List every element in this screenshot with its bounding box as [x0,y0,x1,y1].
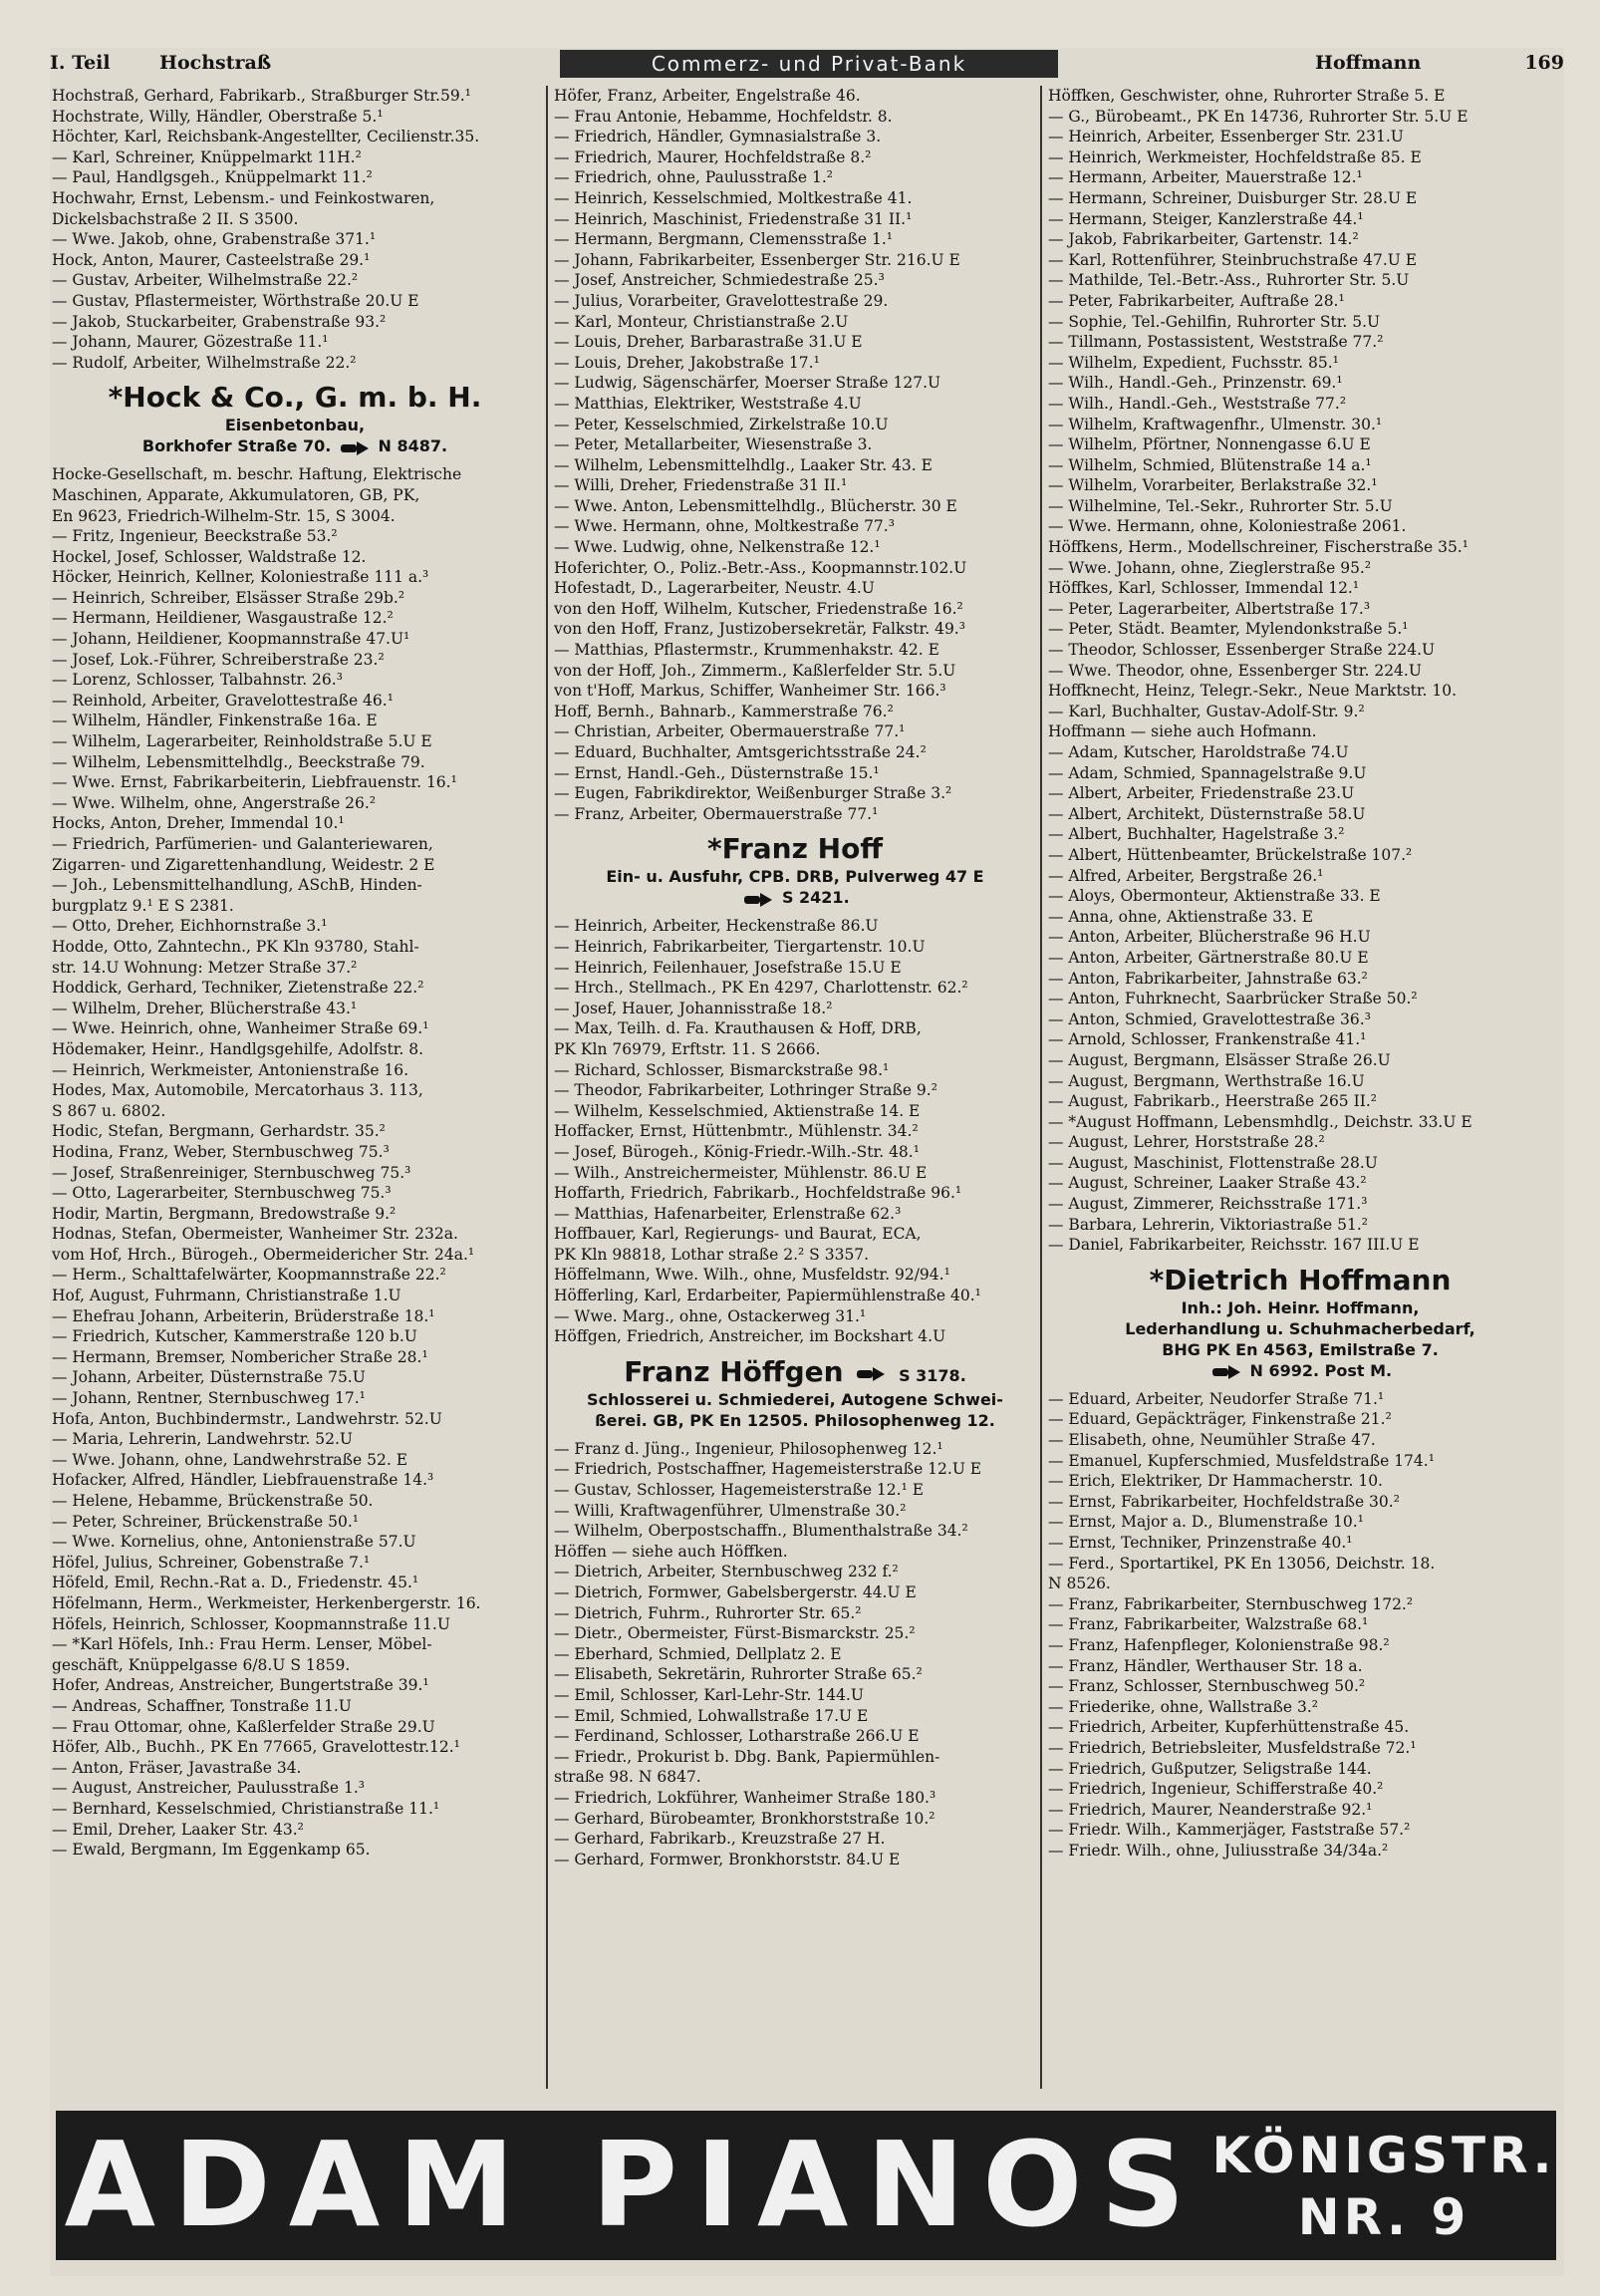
advertisement-hock [52,381,538,456]
directory-entry: — Hermann, Schreiner, Duisburger Str. 28.U E [1048,188,1418,207]
directory-entry: — Peter, Schreiner, Brückenstraße 50.¹ [52,1512,359,1531]
ad-phone: S 3178. [899,1365,966,1385]
directory-entry: burgplatz 9.¹ E S 2381. [52,896,234,915]
telephone-icon [744,892,772,906]
directory-entry: — Matthias, Elektriker, Weststraße 4.U [554,394,862,413]
directory-entry: — Friedrich, Postschaffner, Hagemeisterstraße 12.U E [554,1460,982,1479]
directory-entry: Höfeld, Emil, Rechn.-Rat a. D., Friedenstr. 45.¹ [52,1574,419,1592]
directory-entry: — Wwe. Johann, ohne, Landwehrstraße 52. E [52,1450,408,1469]
directory-entry: — Wilhelm, Schmied, Blütenstraße 14 a.¹ [1048,455,1372,474]
directory-entry: Maschinen, Apparate, Akkumulatoren, GB, PK, [52,485,420,504]
advertisement-franz-hoff [554,832,1036,908]
directory-entry: Höfer, Alb., Buchh., PK En 77665, Gravelottestr.12.¹ [52,1738,460,1757]
ad-business-line: Ein- u. Ausfuhr, CPB. DRB, Pulverweg 47 E [606,867,984,887]
directory-entry: Hock, Anton, Maurer, Casteelstraße 29.¹ [52,250,371,269]
advertisement-franz-hoeffgen [554,1355,1036,1431]
directory-entry: — August, Bergmann, Werthstraße 16.U [1048,1071,1365,1090]
directory-entry: — Josef, Anstreicher, Schmiedestraße 25.³ [554,271,885,290]
directory-entry: Hofacker, Alfred, Händler, Liebfrauenstraße 14.³ [52,1471,434,1490]
directory-entry: Hofa, Anton, Buchbindermstr., Landwehrstr. 52.U [52,1409,442,1428]
directory-entry: — Wwe. Wilhelm, ohne, Angerstraße 26.² [52,793,377,812]
telephone-icon [857,1366,885,1380]
directory-entry: — Ernst, Techniker, Prinzenstraße 40.¹ [1048,1534,1353,1552]
entry-list [554,1439,1036,1869]
directory-entry: En 9623, Friedrich-Wilhelm-Str. 15, S 3004. [52,506,396,525]
advertisement-dietrich-hoffmann [1048,1264,1552,1381]
directory-entry: — Dietr., Obermeister, Fürst-Bismarckstr. 25.² [554,1624,916,1643]
directory-entry: — Gerhard, Fabrikarb., Kreuzstraße 27 H. [554,1830,886,1849]
directory-entry: — Julius, Vorarbeiter, Gravelottestraße 29. [554,291,889,310]
directory-entry: — Alfred, Arbeiter, Bergstraße 26.¹ [1048,866,1324,885]
footer-street: KÖNIGSTR. [1211,2127,1556,2184]
directory-entry: — Albert, Arbeiter, Friedenstraße 23.U [1048,784,1355,803]
directory-entry: — Johann, Rentner, Sternbuschweg 17.¹ [52,1389,366,1408]
directory-entry: — Karl, Schreiner, Knüppelmarkt 11H.² [52,147,362,166]
directory-entry: str. 14.U Wohnung: Metzer Straße 37.² [52,958,358,977]
directory-entry: Hodde, Otto, Zahntechn., PK Kln 93780, Stahl- [52,937,419,956]
directory-entry: N 8526. [1048,1575,1111,1593]
entry-list [554,916,1036,1346]
directory-entry: — Wwe. Theodor, ohne, Essenberger Str. 224.U [1048,661,1422,680]
part-label: I. Teil [50,52,111,74]
directory-entry: Hoffknecht, Heinz, Telegr.-Sekr., Neue Marktstr. 10. [1048,682,1458,701]
directory-entry: — Friedrich, Maurer, Neanderstraße 92.¹ [1048,1800,1373,1819]
directory-entry: von den Hoff, Franz, Justizobersekretär, Falkstr. 49.³ [554,620,965,639]
directory-entry: — August, Schreiner, Laaker Straße 43.² [1048,1174,1367,1193]
directory-entry: — Willi, Kraftwagenführer, Ulmenstraße 30.² [554,1501,907,1520]
ad-address-line [52,435,538,456]
directory-entry: — Elisabeth, Sekretärin, Ruhrorter Straße 65.² [554,1665,923,1684]
directory-entry: — Friedrich, Betriebsleiter, Musfeldstraße 72.¹ [1048,1738,1417,1757]
directory-entry: — Emil, Dreher, Laaker Str. 43.² [52,1820,304,1839]
directory-entry: — Heinrich, Kesselschmied, Moltkestraße 41. [554,188,913,207]
directory-entry: — Ewald, Bergmann, Im Eggenkamp 65. [52,1841,371,1860]
directory-entry: — Johann, Fabrikarbeiter, Essenberger Str. 216.U E [554,250,960,269]
directory-entry: — Lorenz, Schlosser, Talbahnstr. 26.³ [52,671,343,690]
directory-entry: — Wilhelm, Lagerarbeiter, Reinholdstraße 5.U E [52,732,432,751]
ad-title: Franz Höffgen [624,1354,844,1388]
directory-entry: Höfelmann, Herm., Werkmeister, Herkenbergerstr. 16. [52,1593,481,1612]
directory-entry: Höfer, Franz, Arbeiter, Engelstraße 46. [554,87,861,105]
directory-entry: — Gustav, Arbeiter, Wilhelmstraße 22.² [52,271,359,290]
directory-entry: Höcker, Heinrich, Kellner, Koloniestraße 111 a.³ [52,568,429,587]
directory-entry: Hodnas, Stefan, Obermeister, Wanheimer Str. 232a. [52,1225,458,1244]
directory-entry: Hocks, Anton, Dreher, Immendal 10.¹ [52,814,345,833]
directory-entry: — Heinrich, Arbeiter, Heckenstraße 86.U [554,917,879,936]
directory-entry: — Frau Antonie, Hebamme, Hochfeldstr. 8. [554,107,893,126]
directory-entry: — Wilh., Handl.-Geh., Weststraße 77.² [1048,394,1347,413]
directory-entry: — Eduard, Buchhalter, Amtsgerichtsstraße 24.² [554,743,927,761]
directory-entry: straße 98. N 6847. [554,1768,701,1787]
directory-entry: Hoffarth, Friedrich, Fabrikarb., Hochfeldstraße 96.¹ [554,1184,962,1203]
directory-entry: S 867 u. 6802. [52,1101,166,1120]
directory-entry: — Hermann, Heildiener, Wasgaustraße 12.² [52,609,394,628]
directory-entry: — Hermann, Bremser, Nombericher Straße 28.¹ [52,1347,428,1366]
directory-entry: — Karl, Buchhalter, Gustav-Adolf-Str. 9.² [1048,702,1365,720]
directory-entry: Hodes, Max, Automobile, Mercatorhaus 3. 113, [52,1081,423,1100]
directory-entry: — Theodor, Schlosser, Essenberger Straße 224.U [1048,641,1436,660]
directory-entry: — Wwe. Hermann, ohne, Koloniestraße 2061. [1048,517,1407,536]
directory-entry: — Wilhelm, Vorarbeiter, Berlakstraße 32.¹ [1048,476,1378,495]
directory-entry: — Heinrich, Werkmeister, Hochfeldstraße 85. E [1048,147,1422,166]
directory-entry: — Ludwig, Sägenschärfer, Moerser Straße 127.U [554,374,941,393]
directory-entry: — Ferd., Sportartikel, PK En 13056, Deichstr. 18. [1048,1554,1436,1573]
directory-entry: — Friedrich, Gußputzer, Seligstraße 144. [1048,1759,1372,1778]
entry-list [1048,86,1552,1256]
directory-entry: Hochstrate, Willy, Händler, Oberstraße 5.¹ [52,107,384,126]
directory-entry: — Wwe. Marg., ohne, Ostackerweg 31.¹ [554,1306,867,1325]
ad-address-line: ßerei. GB, PK En 12505. Philosophenweg 12. [595,1410,995,1430]
directory-entry: — Elisabeth, ohne, Neumühler Straße 47. [1048,1431,1376,1450]
directory-entry: — Heinrich, Werkmeister, Antonienstraße 16. [52,1060,409,1079]
ad-phone: S 2421. [781,888,850,908]
directory-entry: Hodic, Stefan, Bergmann, Gerhardstr. 35.² [52,1122,386,1141]
directory-entry: — Anton, Fabrikarbeiter, Jahnstraße 63.² [1048,969,1368,988]
directory-entry: — Friedrich, Arbeiter, Kupferhüttenstraße 45. [1048,1718,1410,1737]
directory-entry: — Anton, Fuhrknecht, Saarbrücker Straße 50.² [1048,990,1418,1008]
directory-entry: — Gustav, Pflastermeister, Wörthstraße 20.U E [52,291,419,310]
footer-advertisement [56,2111,1556,2260]
directory-entry: — Friedrich, Ingenieur, Schifferstraße 40.² [1048,1780,1384,1799]
directory-entry: — Wilhelm, Händler, Finkenstraße 16a. E [52,712,378,730]
directory-entry: Höfels, Heinrich, Schlosser, Koopmannstraße 11.U [52,1614,450,1633]
directory-entry: — Heinrich, Feilenhauer, Josefstraße 15.U E [554,958,902,977]
directory-entry: — Franz, Arbeiter, Obermauerstraße 77.¹ [554,804,879,823]
telephone-icon [341,440,369,454]
directory-entry: — Peter, Fabrikarbeiter, Auftraße 28.¹ [1048,291,1345,310]
ad-address-line: BHG PK En 4563, Emilstraße 7. [1162,1339,1439,1359]
directory-entry: — Anna, ohne, Aktienstraße 33. E [1048,907,1314,926]
directory-entry: — Albert, Hüttenbeamter, Brückelstraße 107.² [1048,845,1413,864]
directory-entry: — Franz, Schlosser, Sternbuschweg 50.² [1048,1677,1366,1696]
directory-entry: — Sophie, Tel.-Gehilfin, Ruhrorter Str. 5.U [1048,312,1381,331]
directory-entry: — Daniel, Fabrikarbeiter, Reichsstr. 167 III.U E [1048,1236,1420,1255]
ad-phone-line [1048,1360,1552,1381]
directory-entry: — Albert, Buchhalter, Hagelstraße 3.² [1048,825,1345,844]
directory-entry: — Paul, Handlgsgeh., Knüppelmarkt 11.² [52,168,373,187]
directory-entry: Hoddick, Gerhard, Techniker, Zietenstraße 22.² [52,979,424,998]
column-2 [546,86,1036,2089]
ad-business-line: Schlosserei u. Schmiederei, Autogene Schwei- [587,1389,1003,1409]
directory-entry: — Joh., Lebensmittelhandlung, ASchB, Hinden- [52,876,422,895]
directory-entry: — Peter, Lagerarbeiter, Albertstraße 17.³ [1048,599,1371,618]
entry-list [554,86,1036,824]
directory-entry: Hocke-Gesellschaft, m. beschr. Haftung, Elektrische [52,465,462,484]
directory-entry: — Ferdinand, Schlosser, Lotharstraße 266.U E [554,1727,920,1746]
bank-banner: Commerz- und Privat-Bank [560,50,1058,78]
directory-entry: — Peter, Städt. Beamter, Mylendonkstraße 5.¹ [1048,620,1409,639]
directory-entry: — Franz, Fabrikarbeiter, Sternbuschweg 172.² [1048,1594,1414,1613]
ad-title-line [554,1355,1036,1389]
directory-entry: — Adam, Schmied, Spannagelstraße 9.U [1048,763,1367,782]
directory-entry: — Friedrich, Händler, Gymnasialstraße 3. [554,128,882,146]
directory-entry: — Albert, Architekt, Düsternstraße 58.U [1048,804,1366,823]
directory-entry: — Mathilde, Tel.-Betr.-Ass., Ruhrorter Str. 5.U [1048,271,1410,290]
directory-entry: Höffen — siehe auch Höffken. [554,1542,788,1561]
directory-entry: Höffkes, Karl, Schlosser, Immendal 12.¹ [1048,579,1360,598]
directory-entry: — Josef, Hauer, Johannisstraße 18.² [554,999,833,1017]
directory-entry: — Ernst, Handl.-Geh., Düsternstraße 15.¹ [554,763,880,782]
directory-entry: — Eduard, Arbeiter, Neudorfer Straße 71.¹ [1048,1389,1385,1408]
directory-entry: — Eugen, Fabrikdirektor, Weißenburger Straße 3.² [554,784,952,803]
directory-entry: — Friedrich, Lokführer, Wanheimer Straße 180.³ [554,1788,936,1807]
directory-entry: Höffelmann, Wwe. Wilh., ohne, Musfeldstr. 92/94.¹ [554,1266,950,1285]
directory-entry: — August, Maschinist, Flottenstraße 28.U [1048,1153,1378,1172]
directory-entry: — Christian, Arbeiter, Obermauerstraße 77.¹ [554,722,906,741]
directory-entry: — Wilhelm, Kraftwagenfhr., Ulmenstr. 30.¹ [1048,415,1383,433]
directory-entry: — August, Zimmerer, Reichsstraße 171.³ [1048,1195,1368,1214]
directory-entry: Hochwahr, Ernst, Lebensm.- und Feinkostwaren, [52,188,435,207]
header-first-word: Hochstraß [159,52,272,74]
directory-entry: — *August Hoffmann, Lebensmhdlg., Deichstr. 33.U E [1048,1112,1472,1131]
directory-entry: Hofer, Andreas, Anstreicher, Bungertstraße 39.¹ [52,1676,429,1695]
page-number: 169 [1524,52,1564,74]
directory-entry: — Emil, Schmied, Lohwallstraße 17.U E [554,1706,869,1725]
directory-entry: — August, Lehrer, Horststraße 28.² [1048,1133,1325,1152]
directory-entry: — Herm., Schalttafelwärter, Koopmannstraße 22.² [52,1266,446,1285]
directory-entry: — Gustav, Schlosser, Hagemeisterstraße 12.¹ E [554,1481,925,1500]
ad-owner-line: Inh.: Joh. Heinr. Hoffmann, [1181,1297,1420,1317]
directory-entry: — Helene, Hebamme, Brückenstraße 50. [52,1492,374,1510]
directory-entry: Hoffmann — siehe auch Hofmann. [1048,722,1317,741]
directory-entry: — Johann, Maurer, Gözestraße 11.¹ [52,333,329,352]
directory-entry: — August, Anstreicher, Paulusstraße 1.³ [52,1779,365,1798]
directory-entry: — Reinhold, Arbeiter, Gravelottestraße 46.¹ [52,691,394,710]
directory-entry: — Matthias, Pflastermstr., Krummenhakstr. 42. E [554,641,939,660]
directory-entry: — Wilhelm, Kesselschmied, Aktienstraße 14. E [554,1101,921,1120]
directory-entry: — Wilhelm, Expedient, Fuchsstr. 85.¹ [1048,353,1339,372]
directory-entry: — Heinrich, Arbeiter, Essenberger Str. 231.U [1048,128,1404,146]
directory-entry: Hochstraß, Gerhard, Fabrikarb., Straßburger Str.59.¹ [52,87,471,105]
directory-entry: — Ernst, Fabrikarbeiter, Hochfeldstraße 30.² [1048,1492,1400,1511]
directory-entry: von t'Hoff, Markus, Schiffer, Wanheimer Str. 166.³ [554,682,946,701]
directory-entry: vom Hof, Hrch., Bürogeh., Obermeidericher Str. 24a.¹ [52,1245,475,1264]
directory-entry: Zigarren- und Zigarettenhandlung, Weidestr. 2 E [52,855,435,874]
directory-entry: — Frau Ottomar, ohne, Kaßlerfelder Straße 29.U [52,1717,435,1736]
directory-entry: — Wilh., Anstreichermeister, Mühlenstr. 86.U E [554,1163,928,1182]
directory-entry: — Adam, Kutscher, Haroldstraße 74.U [1048,743,1349,761]
directory-entry: — Matthias, Hafenarbeiter, Erlenstraße 62.³ [554,1204,902,1223]
directory-entry: — Dietrich, Formwer, Gabelsbergerstr. 44.U E [554,1583,917,1601]
directory-entry: PK Kln 76979, Erftstr. 11. S 2666. [554,1039,821,1058]
directory-entry: — Wwe. Anton, Lebensmittelhdlg., Blücherstr. 30 E [554,496,957,515]
directory-entry: — Wwe. Johann, ohne, Zieglerstraße 95.² [1048,558,1372,577]
directory-entry: — Friedrich, ohne, Paulusstraße 1.² [554,168,833,187]
directory-entry: — Friedrich, Maurer, Hochfeldstraße 8.² [554,147,872,166]
directory-entry: — Wwe. Kornelius, ohne, Antonienstraße 57.U [52,1533,416,1552]
directory-entry: — Fritz, Ingenieur, Beeckstraße 53.² [52,527,338,546]
directory-entry: — Wilh., Handl.-Geh., Prinzenstr. 69.¹ [1048,374,1343,393]
directory-entry: — Jakob, Fabrikarbeiter, Gartenstr. 14.² [1048,230,1359,249]
directory-entry: — Willi, Dreher, Friedenstraße 31 II.¹ [554,476,848,495]
directory-entry: — Wilhelm, Oberpostschaffn., Blumenthalstraße 34.² [554,1522,968,1541]
directory-entry: — Wwe. Jakob, ohne, Grabenstraße 371.¹ [52,230,377,249]
footer-address [1211,2125,1556,2248]
directory-entry: — Wwe. Ernst, Fabrikarbeiterin, Liebfrauenstr. 16.¹ [52,773,457,792]
directory-entry: — Barbara, Lehrerin, Viktoriastraße 51.² [1048,1215,1368,1234]
directory-entry: Hof, August, Fuhrmann, Christianstraße 1.U [52,1287,401,1305]
directory-entry: — Richard, Schlosser, Bismarckstraße 98.¹ [554,1060,890,1079]
entry-list [52,464,538,1860]
directory-entry: — Wilhelm, Lebensmittelhdlg., Beeckstraße 79. [52,752,425,771]
directory-entry: — Wwe. Heinrich, ohne, Wanheimer Straße 69.¹ [52,1019,429,1038]
footer-number: NR. 9 [1297,2188,1470,2246]
directory-entry: — Andreas, Schaffner, Tonstraße 11.U [52,1696,352,1715]
directory-entry: — Gerhard, Formwer, Bronkhorststr. 84.U E [554,1850,901,1868]
directory-entry: — Eberhard, Schmied, Dellplatz 2. E [554,1644,842,1663]
directory-entry: — Otto, Lagerarbeiter, Sternbuschweg 75.³ [52,1184,392,1203]
directory-entry: — Max, Teilh. d. Fa. Krauthausen & Hoff, DRB, [554,1019,922,1038]
directory-entry: — Friedrich, Kutscher, Kammerstraße 120 b.U [52,1327,417,1346]
directory-entry: — Arnold, Schlosser, Frankenstraße 41.¹ [1048,1030,1367,1049]
directory-entry: — Heinrich, Fabrikarbeiter, Tiergartenstr. 10.U [554,937,926,956]
ad-phone-line [554,887,1036,908]
telephone-icon [1212,1364,1240,1378]
directory-entry: — Friedr. Wilh., ohne, Juliusstraße 34/34a.² [1048,1841,1389,1860]
directory-entry: von den Hoff, Wilhelm, Kutscher, Friedenstraße 16.² [554,599,963,618]
directory-entry: — G., Bürobeamt., PK En 14736, Ruhrorter Str. 5.U E [1048,107,1468,126]
directory-entry: — Wilhelm, Lebensmittelhdlg., Laaker Str. 43. E [554,455,933,474]
ad-title: *Hock & Co., G. m. b. H. [108,381,482,415]
directory-entry: — Louis, Dreher, Barbarastraße 31.U E [554,333,863,352]
footer-brand: ADAM PIANOS [64,2116,1203,2253]
directory-entry: — Erich, Elektriker, Dr Hammacherstr. 10. [1048,1472,1383,1491]
header-last-word: Hoffmann [1315,52,1422,74]
directory-entry: — Wilhelm, Pförtner, Nonnengasse 6.U E [1048,435,1371,454]
directory-entry: — Dietrich, Fuhrm., Ruhrorter Str. 65.² [554,1603,862,1622]
directory-entry: — Karl, Monteur, Christianstraße 2.U [554,312,849,331]
directory-entry: Hodir, Martin, Bergmann, Bredowstraße 9.² [52,1204,397,1223]
ad-phone: N 6992. Post M. [1249,1360,1393,1380]
directory-entry: Höffgen, Friedrich, Anstreicher, im Bockshart 4.U [554,1327,946,1346]
directory-entry: PK Kln 98818, Lothar straße 2.² S 3357. [554,1245,870,1264]
directory-entry: — *Karl Höfels, Inh.: Frau Herm. Lenser, Möbel- [52,1635,432,1654]
directory-entry: — Karl, Rottenführer, Steinbruchstraße 47.U E [1048,250,1418,269]
directory-entry: Hockel, Josef, Schlosser, Waldstraße 12. [52,547,367,566]
entry-list [1048,1389,1552,1862]
directory-entry: — Otto, Dreher, Eichhornstraße 3.¹ [52,917,328,936]
directory-entry: — Bernhard, Kesselschmied, Christianstraße 11.¹ [52,1799,440,1818]
directory-entry: — Rudolf, Arbeiter, Wilhelmstraße 22.² [52,353,357,372]
directory-entry: — Louis, Dreher, Jakobstraße 17.¹ [554,353,820,372]
directory-entry: — Maria, Lehrerin, Landwehrstr. 52.U [52,1430,353,1449]
directory-entry: — Wilhelmine, Tel.-Sekr., Ruhrorter Str. 5.U [1048,496,1393,515]
directory-entry: — Anton, Arbeiter, Blücherstraße 96 H.U [1048,928,1371,947]
entry-list [52,86,538,373]
directory-entry: von der Hoff, Joh., Zimmerm., Kaßlerfelder Str. 5.U [554,661,956,680]
directory-entry: Höffken, Geschwister, ohne, Ruhrorter Straße 5. E [1048,87,1446,105]
directory-entry: — Anton, Fräser, Javastraße 34. [52,1758,302,1777]
ad-title: *Franz Hoff [706,832,883,866]
ad-title: *Dietrich Hoffmann [1149,1263,1452,1296]
directory-entry: — Franz, Händler, Werthauser Str. 18 a. [1048,1656,1363,1675]
directory-entry: — Peter, Kesselschmied, Zirkelstraße 10.U [554,415,889,433]
directory-entry: Hoff, Bernh., Bahnarb., Kammerstraße 76.² [554,702,894,720]
directory-entry: — Aloys, Obermonteur, Aktienstraße 33. E [1048,887,1381,906]
directory-entry: — Friedrich, Parfümerien- und Galanteriewaren, [52,835,433,853]
ad-subtitle: Eisenbetonbau, [224,416,366,435]
directory-entry: — Friederike, ohne, Wallstraße 3.² [1048,1697,1318,1716]
directory-entry: — Wwe. Ludwig, ohne, Nelkenstraße 12.¹ [554,538,881,557]
ad-address: Borkhofer Straße 70. [141,436,332,456]
directory-entry: — Franz, Fabrikarbeiter, Walzstraße 68.¹ [1048,1615,1369,1634]
directory-entry: Höfel, Julius, Schreiner, Gobenstraße 7.¹ [52,1553,371,1572]
directory-entry: — August, Bergmann, Elsässer Straße 26.U [1048,1050,1391,1069]
directory-entry: Dickelsbachstraße 2 II. S 3500. [52,209,299,228]
directory-entry: — Josef, Straßenreiniger, Sternbuschweg 75.³ [52,1163,411,1182]
directory-entry: Hoffacker, Ernst, Hüttenbmtr., Mühlenstr. 34.² [554,1122,919,1141]
directory-entry: — Ernst, Major a. D., Blumenstraße 10.¹ [1048,1513,1364,1532]
directory-entry: Höffkens, Herm., Modellschreiner, Fischerstraße 35.¹ [1048,538,1468,557]
directory-entry: — Peter, Metallarbeiter, Wiesenstraße 3. [554,435,873,454]
directory-entry: — Friedr., Prokurist b. Dbg. Bank, Papiermühlen- [554,1747,940,1766]
directory-entry: — Heinrich, Schreiber, Elsässer Straße 29b.² [52,588,405,607]
directory-entry: — Josef, Bürogeh., König-Friedr.-Wilh.-Str. 48.¹ [554,1142,920,1161]
directory-entry: — Johann, Heildiener, Koopmannstraße 47.U¹ [52,630,410,649]
directory-entry: — Jakob, Stuckarbeiter, Grabenstraße 93.² [52,312,387,331]
directory-entry: — Dietrich, Arbeiter, Sternbuschweg 232 f.² [554,1563,899,1581]
column-1 [52,86,538,2089]
directory-entry: — Heinrich, Maschinist, Friedenstraße 31 II.¹ [554,209,913,228]
directory-entry: geschäft, Knüppelgasse 6/8.U S 1859. [52,1655,351,1674]
directory-entry: — Franz, Hafenpfleger, Kolonienstraße 98.² [1048,1635,1390,1654]
directory-entry: Hofestadt, D., Lagerarbeiter, Neustr. 4.U [554,579,875,598]
ad-phone: N 8487. [378,436,448,456]
directory-entry: — Hermann, Steiger, Kanzlerstraße 44.¹ [1048,209,1364,228]
directory-entry: — Friedr. Wilh., Kammerjäger, Faststraße 57.² [1048,1821,1411,1840]
directory-entry: — Theodor, Fabrikarbeiter, Lothringer Straße 9.² [554,1081,937,1100]
directory-entry: — Eduard, Gepäckträger, Finkenstraße 21.² [1048,1410,1392,1429]
page-header [50,50,1564,80]
directory-entry: — Josef, Lok.-Führer, Schreiberstraße 23.² [52,650,385,669]
directory-entry: — Hrch., Stellmach., PK En 4297, Charlottenstr. 62.² [554,979,968,998]
directory-entry: Höchter, Karl, Reichsbank-Angestellter, Cecilienstr.35. [52,128,480,146]
directory-entry: — August, Fabrikarb., Heerstraße 265 II.² [1048,1092,1377,1111]
directory-entry: — Johann, Arbeiter, Düsternstraße 75.U [52,1368,366,1387]
directory-entry: — Hermann, Arbeiter, Mauerstraße 12.¹ [1048,168,1363,187]
directory-entry: Höfferling, Karl, Erdarbeiter, Papiermühlenstraße 40.¹ [554,1287,981,1305]
directory-entry: — Tillmann, Postassistent, Weststraße 77.² [1048,333,1384,352]
directory-entry: — Emil, Schlosser, Karl-Lehr-Str. 144.U [554,1685,864,1704]
directory-entry: — Gerhard, Bürobeamter, Bronkhorststraße 10.² [554,1809,935,1828]
directory-entry: — Franz d. Jüng., Ingenieur, Philosophenweg 12.¹ [554,1439,943,1458]
directory-entry: — Emanuel, Kupferschmied, Musfeldstraße 174.¹ [1048,1451,1435,1470]
directory-entry: Hoffbauer, Karl, Regierungs- und Baurat, ECA, [554,1225,922,1244]
directory-entry: — Wwe. Hermann, ohne, Moltkestraße 77.³ [554,517,895,536]
directory-entry: — Anton, Arbeiter, Gärtnerstraße 80.U E [1048,948,1369,967]
directory-entry: — Hermann, Bergmann, Clemensstraße 1.¹ [554,230,894,249]
directory-entry: — Wilhelm, Dreher, Blücherstraße 43.¹ [52,999,358,1017]
directory-entry: Hödemaker, Heinr., Handlgsgehilfe, Adolfstr. 8. [52,1039,424,1058]
directory-entry: — Anton, Schmied, Gravelottestraße 36.³ [1048,1009,1371,1028]
directory-entry: Hodina, Franz, Weber, Sternbuschweg 75.³ [52,1142,390,1161]
column-3 [1040,86,1552,2089]
ad-business-line: Lederhandlung u. Schuhmacherbedarf, [1125,1318,1475,1338]
directory-entry: — Ehefrau Johann, Arbeiterin, Brüderstraße 18.¹ [52,1306,435,1325]
directory-entry: Hoferichter, O., Poliz.-Betr.-Ass., Koopmannstr.102.U [554,558,967,577]
